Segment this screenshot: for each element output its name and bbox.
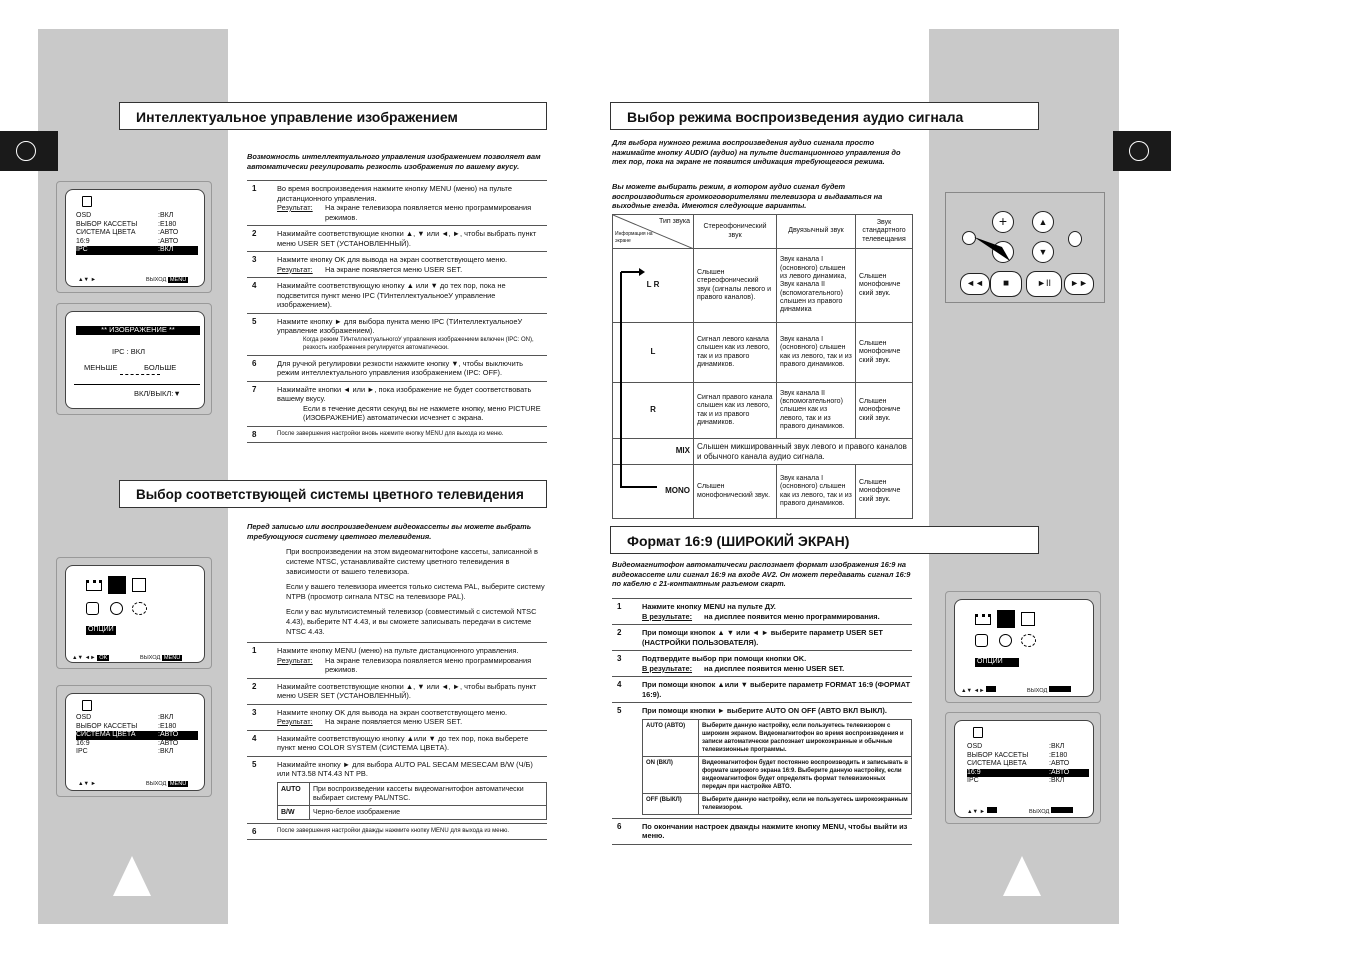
step-content <box>642 602 912 621</box>
step-row <box>247 180 547 225</box>
mode-cycle-arrow-icon <box>617 262 657 492</box>
step-number: 1 <box>252 184 257 193</box>
step-note: Если в течение десяти секунд вы не нажмете кнопку, меню PICTURE (ИЗОБРАЖЕНИЕ) автоматически исчезнет с экрана. <box>303 403 541 422</box>
step-content <box>642 822 912 841</box>
pointer-arrow-icon <box>972 235 1012 265</box>
option-row <box>643 793 912 814</box>
osd-menu-value: :ВКЛ <box>158 246 174 253</box>
ipc-intro: Возможность интеллектуального управления изображением позволяет вам автоматически регулировать резкость изображения по вашему вкусу. <box>247 152 541 171</box>
step-row <box>247 426 547 443</box>
osd-footer <box>72 654 202 663</box>
step-number: 3 <box>252 707 257 717</box>
step-text: Нажмите кнопку MENU (меню) на пульте дистанционного управления. <box>277 646 519 655</box>
option-key: AUTO (АВТО) <box>643 719 699 756</box>
osd-footer <box>961 686 1091 696</box>
color-para: Если у вас мультисистемный телевизор (совместимый с системой NTSC 4.43), выберите NT 4.43, и вы сможете записывать передачи в системе NTSC 4.43. <box>286 607 537 636</box>
cell: Слышен стереофонический звук (сигналы левого и правого каналов). <box>694 249 777 323</box>
tab-circle-icon <box>1129 141 1149 161</box>
result-label: Результат: <box>277 264 313 274</box>
osd-menu-row <box>76 723 198 732</box>
face-icon <box>110 602 123 615</box>
osd-menu-row <box>76 731 198 740</box>
step-content <box>277 229 547 248</box>
options-icon-selected <box>108 576 126 594</box>
step-row <box>247 225 547 251</box>
color-para: При воспроизведении на этом видеомагнитофоне кассеты, записанной в системе NTSC, устанавливайте систему цветного телевидения в зависимости от вашего телевизора. <box>286 547 538 576</box>
face-icon <box>999 634 1012 647</box>
result-text: на дисплее появится меню программирования. <box>704 611 880 621</box>
osd-nav: ▲▼ ► <box>967 809 986 815</box>
step-content <box>277 317 547 352</box>
osd-menu-key: IPC <box>967 777 979 784</box>
option-desc: При воспроизведении кассеты видеомагнитофон автоматически выбирает систему PAL/NTSC. <box>310 782 547 805</box>
osd-panel-picture <box>56 303 212 415</box>
step-row <box>247 642 547 678</box>
osd-menu-key: OSD <box>76 212 92 219</box>
step-content <box>277 708 547 727</box>
cell: Звук канала II (вспомогательного) слышен как из левого, так и из правого динамиков. <box>777 383 856 439</box>
result-label: Результат: <box>277 717 313 726</box>
osd-menu-key: 16:9 <box>76 237 90 245</box>
step-number: 3 <box>617 654 622 663</box>
step-number: 2 <box>617 628 622 637</box>
step-row <box>247 704 547 730</box>
step-content <box>642 654 912 673</box>
play-pause-button-icon: ►II <box>1026 271 1062 297</box>
step-content <box>277 281 547 310</box>
setup-icon <box>1021 612 1035 626</box>
step-content <box>277 184 547 222</box>
osd-screen <box>65 693 205 791</box>
step-text: При помощи кнопки ► выберите AUTO ON OFF (АВТО ВКЛ ВЫКЛ). <box>642 706 887 715</box>
step-content <box>277 430 547 440</box>
result-label: Результат: <box>277 203 313 212</box>
step-content <box>642 706 912 815</box>
result-label: В результате: <box>642 663 693 673</box>
osd-menu-key <box>1049 686 1071 692</box>
osd-menu-value: :ВКЛ <box>158 714 174 721</box>
cell: Слышен монофонический звук. <box>694 465 777 519</box>
step-content <box>277 827 547 837</box>
step-text: Нажимайте соответствующую кнопку ▲ или ▼ до тех пор, пока не подсветится пункт меню IPC (ТИнтеллектуальноеУ управление изображением). <box>277 281 506 309</box>
step-row <box>247 730 547 756</box>
color-steps <box>247 642 547 840</box>
step-number: 3 <box>252 255 257 264</box>
small-button-icon <box>1068 231 1082 247</box>
cell: Звук канала I (основного) слышен как из левого, так и из правого динамиков. <box>777 323 856 383</box>
option-key: OFF (ВЫКЛ) <box>643 793 699 814</box>
osd-panel-colorsystem <box>56 685 212 797</box>
osd-panel-usermenu <box>56 181 212 293</box>
step-content <box>642 628 912 647</box>
step-text: Нажимайте кнопки ◄ или ►, пока изображение не будет соответствовать вашему вкусу. <box>277 384 532 403</box>
osd-menu-value: :ВКЛ <box>158 212 174 219</box>
step-row <box>247 823 547 840</box>
globe-icon <box>132 602 147 615</box>
osd-ok-key: OK <box>99 655 108 661</box>
left-chapter-tab <box>0 131 58 171</box>
clock-icon <box>975 634 988 647</box>
osd-footer <box>78 276 202 285</box>
audio-intro-1: Для выбора нужного режима воспроизведения аудио сигнала просто нажимайте кнопку AUDIO (аудио) на пульте дистанционного управления до тех пор, пока на экране не появится индикация требующегося режима. <box>612 138 901 166</box>
step-row <box>247 313 547 355</box>
option-row <box>278 782 547 805</box>
step-row <box>612 676 912 702</box>
row-label-l: L <box>613 323 694 383</box>
osd-menu-list <box>76 714 198 757</box>
row-label-mix: MIX <box>613 439 694 465</box>
step-text: При помощи кнопок ▲ ▼ или ◄ ► выберите параметр USER SET (НАСТРОЙКИ ПОЛЬЗОВАТЕЛЯ). <box>642 628 883 647</box>
osd-menu-value: :АВТО <box>158 229 179 236</box>
osd-menu-row <box>967 752 1089 761</box>
tab-circle-icon <box>16 141 36 161</box>
osd-exit-label: ВЫХОД <box>1027 688 1048 694</box>
osd-menu-value: :АВТО <box>158 731 179 738</box>
options-icon-selected <box>997 610 1015 628</box>
step-text: Нажмите кнопку MENU на пульте ДУ. <box>642 602 776 611</box>
osd-menu-row <box>76 748 198 757</box>
osd-menu-key: ВЫБОР КАССЕТЫ <box>76 722 138 730</box>
color-para: Если у вашего телевизора имеется только система PAL, выберите систему NTPB (просмотр сигнала NTSC на телевизоре PAL). <box>286 582 545 601</box>
osd-screen <box>954 720 1094 818</box>
down-button-icon: ▼ <box>1032 241 1054 263</box>
less-label: МЕНЬШЕ <box>84 363 118 372</box>
osd-menu-row <box>76 740 198 749</box>
step-row <box>247 678 547 704</box>
step-number: 4 <box>617 680 622 689</box>
step-row <box>247 381 547 426</box>
step-text: При помощи кнопок ▲или ▼ выберите параметр FORMAT 16:9 (ФОРМАТ 16:9). <box>642 680 911 699</box>
result-text: На экране появляется меню USER SET. <box>325 264 463 274</box>
step-text: Нажимайте соответствующие кнопки ▲, ▼ или ◄, ►, чтобы выбрать пункт меню USER SET (УСТАНОВЛЕННЫЙ). <box>277 681 537 700</box>
widescreen-steps <box>612 598 912 845</box>
step-row <box>247 355 547 381</box>
osd-menu-row <box>967 760 1089 769</box>
cell: Сигнал левого канала слышен как из левого, так и из правого динамиков. <box>694 323 777 383</box>
osd-menu-value: :ВКЛ <box>158 748 174 755</box>
table-corner <box>613 215 694 249</box>
osd-exit-label: ВЫХОД <box>140 655 161 661</box>
osd-menu-row <box>967 743 1089 752</box>
option-table <box>277 782 547 820</box>
osd-menu-value: :АВТО <box>158 237 179 245</box>
osd-footer <box>967 807 1091 817</box>
osd-footer <box>78 780 202 789</box>
right-chapter-tab <box>1113 131 1171 171</box>
osd-screen <box>65 311 205 409</box>
triangle-mark-icon <box>113 856 151 896</box>
osd-menu-value: :E180 <box>158 722 177 730</box>
step-text: Нажмите кнопку OK для вывода на экран соответствующего меню. <box>277 707 508 717</box>
step-content <box>277 682 547 701</box>
step-row <box>612 650 912 676</box>
option-row <box>643 719 912 756</box>
osd-menu-key: СИСТЕМА ЦВЕТА <box>967 760 1027 767</box>
osd-screen <box>954 599 1094 697</box>
osd-menu-value: :E180 <box>1049 751 1068 759</box>
step-text: Подтвердите выбор при помощи кнопки OK. <box>642 654 807 663</box>
step-row <box>612 702 912 818</box>
osd-menu-key: СИСТЕМА ЦВЕТА <box>76 731 136 738</box>
options-label: ОПЦИИ <box>975 658 1019 667</box>
cell: Слышен монофониче ский звук. <box>856 465 913 519</box>
ipc-steps <box>247 180 547 443</box>
osd-menu-row <box>76 221 198 230</box>
osd-panel-options-right <box>945 591 1101 703</box>
step-row <box>612 818 912 844</box>
step-number: 1 <box>252 646 257 655</box>
osd-menu-row <box>967 769 1089 778</box>
osd-screen <box>65 189 205 287</box>
osd-menu-key: 16:9 <box>76 739 90 747</box>
step-row <box>247 277 547 313</box>
option-key: B/W <box>278 805 310 819</box>
osd-menu-value: :E180 <box>158 220 177 228</box>
rewind-button-icon: ◄◄ <box>960 273 990 295</box>
osd-nav: ▲▼ ► <box>78 277 97 283</box>
step-result <box>277 203 547 222</box>
osd-menu-row <box>76 238 198 247</box>
osd-menu-row <box>76 246 198 255</box>
row-label-mono: MONO <box>613 465 694 519</box>
cell: Слышен монофониче ский звук. <box>856 249 913 323</box>
step-result <box>642 612 912 622</box>
step-number: 4 <box>252 733 257 743</box>
step-content <box>277 359 547 378</box>
option-row <box>643 756 912 793</box>
section-title-audio: Выбор режима воспроизведения аудио сигнала <box>610 102 1039 130</box>
step-text: Нажмите кнопку OK для вывода на экран соответствующего меню. <box>277 255 508 264</box>
osd-menu-row <box>76 212 198 221</box>
osd-menu-key: IPC <box>76 246 88 253</box>
step-number: 5 <box>252 316 257 326</box>
osd-menu-row <box>967 777 1089 786</box>
step-row <box>612 598 912 624</box>
option-key: ON (ВКЛ) <box>643 756 699 793</box>
step-number: 2 <box>252 681 257 691</box>
sharpness-scale <box>120 374 160 375</box>
col-stereo: Стереофонический звук <box>694 215 777 249</box>
step-text: После завершения настройки вновь нажмите кнопку MENU для выхода из меню. <box>277 430 504 437</box>
result-text: на дисплее появится меню USER SET. <box>704 663 845 673</box>
step-text: Для ручной регулировки резкости нажмите кнопку ▼, чтобы выключить режим интеллектуального управления изображением (IPC: OFF). <box>277 358 523 377</box>
step-text: После завершения настройки дважды нажмите кнопку MENU для выхода из меню. <box>277 827 510 834</box>
row-label-lr: L R <box>613 249 694 323</box>
osd-menu-value: :ВКЛ <box>1049 777 1065 784</box>
document-icon <box>82 700 92 715</box>
remote-control-illustration <box>945 192 1105 303</box>
osd-ok-key <box>986 686 996 692</box>
osd-exit-label: ВЫХОД <box>146 781 167 787</box>
step-text: Нажмите кнопку ► для выбора пункта меню IPC (ТИнтеллектуальноеУ управление изображением). <box>277 316 523 335</box>
up-button-icon: ▲ <box>1032 211 1054 233</box>
osd-menu-key: ВЫБОР КАССЕТЫ <box>967 751 1029 759</box>
osd-panel-169 <box>945 712 1101 824</box>
audio-mode-table <box>612 214 913 519</box>
cell: Звук канала I (основного) слышен из левого динамика, Звук канала II (вспомогательного) слышен из правого динамика <box>777 249 856 323</box>
option-key: AUTO <box>278 782 310 805</box>
result-text: На экране появляется меню USER SET. <box>325 717 463 726</box>
osd-menu-key: ВЫБОР КАССЕТЫ <box>76 220 138 228</box>
osd-menu-key: 16:9 <box>967 768 981 776</box>
osd-menu-list <box>967 743 1089 786</box>
osd-menu-row <box>76 714 198 723</box>
picture-title: ** ИЗОБРАЖЕНИЕ ** <box>76 326 200 335</box>
result-label: Результат: <box>277 655 313 665</box>
step-row <box>247 251 547 277</box>
option-desc: Выберите данную настройку, если пользуетесь телевизором с широким экраном. Видеомагнитофон во время воспроизведения и записи автоматически распознает широкоэкранные и обычные телевизионные программы. <box>699 719 912 756</box>
stop-button-icon: ■ <box>990 271 1022 297</box>
step-number: 6 <box>617 821 622 831</box>
corner-top-label: Тип звука <box>659 218 690 225</box>
options-label: ОПЦИИ <box>88 626 114 633</box>
section-title-color-system: Выбор соответствующей системы цветного телевидения <box>119 480 547 508</box>
step-number: 6 <box>252 358 257 368</box>
osd-menu-value: :АВТО <box>1049 768 1070 776</box>
osd-menu-key: MENU <box>163 655 181 661</box>
osd-menu-key: OSD <box>967 743 983 750</box>
step-row <box>612 624 912 650</box>
option-desc: Выберите данную настройку, если не пользуетесь широкоэкранным телевизором. <box>699 793 912 814</box>
result-text: На экране телевизора появляется меню программирования режимов. <box>325 203 532 222</box>
result-label: В результате: <box>642 611 693 621</box>
step-content <box>642 680 912 699</box>
step-text: По окончании настроек дважды нажмите кнопку MENU, чтобы выйти из меню. <box>642 821 908 840</box>
step-number: 1 <box>617 602 622 611</box>
step-result <box>642 664 912 674</box>
corner-bottom-label: Информация на экране <box>615 231 653 244</box>
step-number: 5 <box>617 706 622 715</box>
result-text: На экране телевизора появляется меню программирования режимов. <box>325 655 532 674</box>
document-icon <box>82 196 92 211</box>
step-text: Нажимайте соответствующую кнопку ▲или ▼ до тех пор, пока выберете пункт меню COLOR SYSTEM (СИСТЕМА ЦВЕТА). <box>277 733 529 752</box>
osd-menu-key: OSD <box>76 714 92 721</box>
step-content <box>277 734 547 753</box>
step-content <box>277 760 547 820</box>
step-text: Нажимайте кнопку ► для выбора AUTO PAL SECAM MESECAM B/W (Ч/Б) или NT3.58 NT4.43 NT PB. <box>277 759 533 778</box>
more-label: БОЛЬШЕ <box>144 363 177 372</box>
section-title-ipc: Интеллектуальное управление изображением <box>119 102 547 130</box>
step-number: 8 <box>252 429 257 439</box>
cell: Слышен микшированный звук левого и правого каналов и обычного канала аудио сигнала. <box>694 439 913 465</box>
option-table <box>642 719 912 815</box>
step-content <box>277 255 547 274</box>
cassette-icon <box>86 580 102 591</box>
option-desc: Черно-белое изображение <box>310 805 547 819</box>
cell: Слышен монофониче ский звук. <box>856 323 913 383</box>
setup-icon <box>132 578 146 592</box>
clock-icon <box>86 602 99 615</box>
osd-menu-key <box>1051 807 1073 813</box>
osd-menu-list <box>76 212 198 255</box>
osd-menu-key: MENU <box>169 277 187 283</box>
forward-button-icon: ►► <box>1064 273 1094 295</box>
triangle-mark-icon <box>1003 856 1041 896</box>
step-note: Когда режим ТИнтеллектуальногоУ управления изображением включен (IPC: ON), резкость изображения регулируется автоматически. <box>303 336 534 351</box>
osd-panel-options <box>56 557 212 669</box>
cell: Сигнал правого канала слышен как из левого, так и из правого динамиков. <box>694 383 777 439</box>
divider-line <box>74 384 200 385</box>
step-result <box>277 656 547 675</box>
col-standard: Звук стандартного телевещания <box>856 215 913 249</box>
step-result <box>277 265 547 275</box>
cassette-icon <box>975 614 991 625</box>
document-icon <box>973 727 983 742</box>
cell: Слышен монофониче ский звук. <box>856 383 913 439</box>
color-paras <box>286 547 546 642</box>
osd-nav: ▲▼ ◄► <box>961 688 985 694</box>
row-label-r: R <box>613 383 694 439</box>
osd-nav: ▲▼ ► <box>78 781 97 787</box>
option-row <box>278 805 547 819</box>
step-content <box>277 385 547 423</box>
osd-menu-key: IPC <box>76 748 88 755</box>
plus-button-icon: + <box>992 211 1014 233</box>
osd-exit-label: ВЫХОД <box>146 277 167 283</box>
ipc-value: IPC : ВКЛ <box>112 347 146 356</box>
widescreen-intro: Видеомагнитофон автоматически распознает формат изображения 16:9 на видеокассете или сигнал 16:9 на входе AV2. Он может передавать сигнал 16:9 по кабелю с 21-контактным разъемом скарт. <box>612 560 911 588</box>
step-number: 4 <box>252 281 257 290</box>
step-result <box>277 717 547 727</box>
step-row <box>247 756 547 823</box>
osd-menu-key: MENU <box>169 781 187 787</box>
cell: Звук канала I (основного) слышен как из левого, так и из правого динамиков. <box>777 465 856 519</box>
osd-menu-key: СИСТЕМА ЦВЕТА <box>76 229 136 236</box>
step-number: 2 <box>252 229 257 238</box>
color-intro: Перед записью или воспроизведением видеокассеты вы можете выбрать требующуюся систему цветного телевидения. <box>247 522 532 541</box>
osd-menu-value: :АВТО <box>1049 760 1070 767</box>
section-title-widescreen: Формат 16:9 (ШИРОКИЙ ЭКРАН) <box>610 526 1039 554</box>
step-text: Во время воспроизведения нажмите кнопку MENU (меню) на пульте дистанционного управления. <box>277 184 512 203</box>
osd-menu-value: :АВТО <box>158 739 179 747</box>
osd-menu-row <box>76 229 198 238</box>
step-number: 5 <box>252 759 257 769</box>
audio-intro-2: Вы можете выбирать режим, в котором аудио сигнал будет воспроизводиться громкоговорителями телевизора и выдаваться на выходные гнезда. Имеются следующие варианты. <box>612 182 883 210</box>
onoff-label: ВКЛ/ВЫКЛ:▼ <box>134 389 181 398</box>
col-bilingual: Двуязычный звук <box>777 215 856 249</box>
osd-screen <box>65 565 205 663</box>
step-text: Нажимайте соответствующие кнопки ▲, ▼ или ◄, ►, чтобы выбрать пункт меню USER SET (УСТАНОВЛЕННЫЙ). <box>277 229 537 248</box>
step-number: 7 <box>252 384 257 394</box>
option-desc: Видеомагнитофон будет постоянно воспроизводить и записывать в формате широкого экрана 16:9. Выберите данную настройку, если видеомагнитофон будет определять формат телевизионных передач при настройке АВТО. <box>699 756 912 793</box>
osd-exit-label: ВЫХОД <box>1029 809 1050 815</box>
step-content <box>277 646 547 675</box>
osd-ok-key <box>987 807 997 813</box>
globe-icon <box>1021 634 1036 647</box>
osd-menu-value: :ВКЛ <box>1049 743 1065 750</box>
osd-nav: ▲▼ ◄► <box>72 655 96 661</box>
step-number: 6 <box>252 826 257 836</box>
